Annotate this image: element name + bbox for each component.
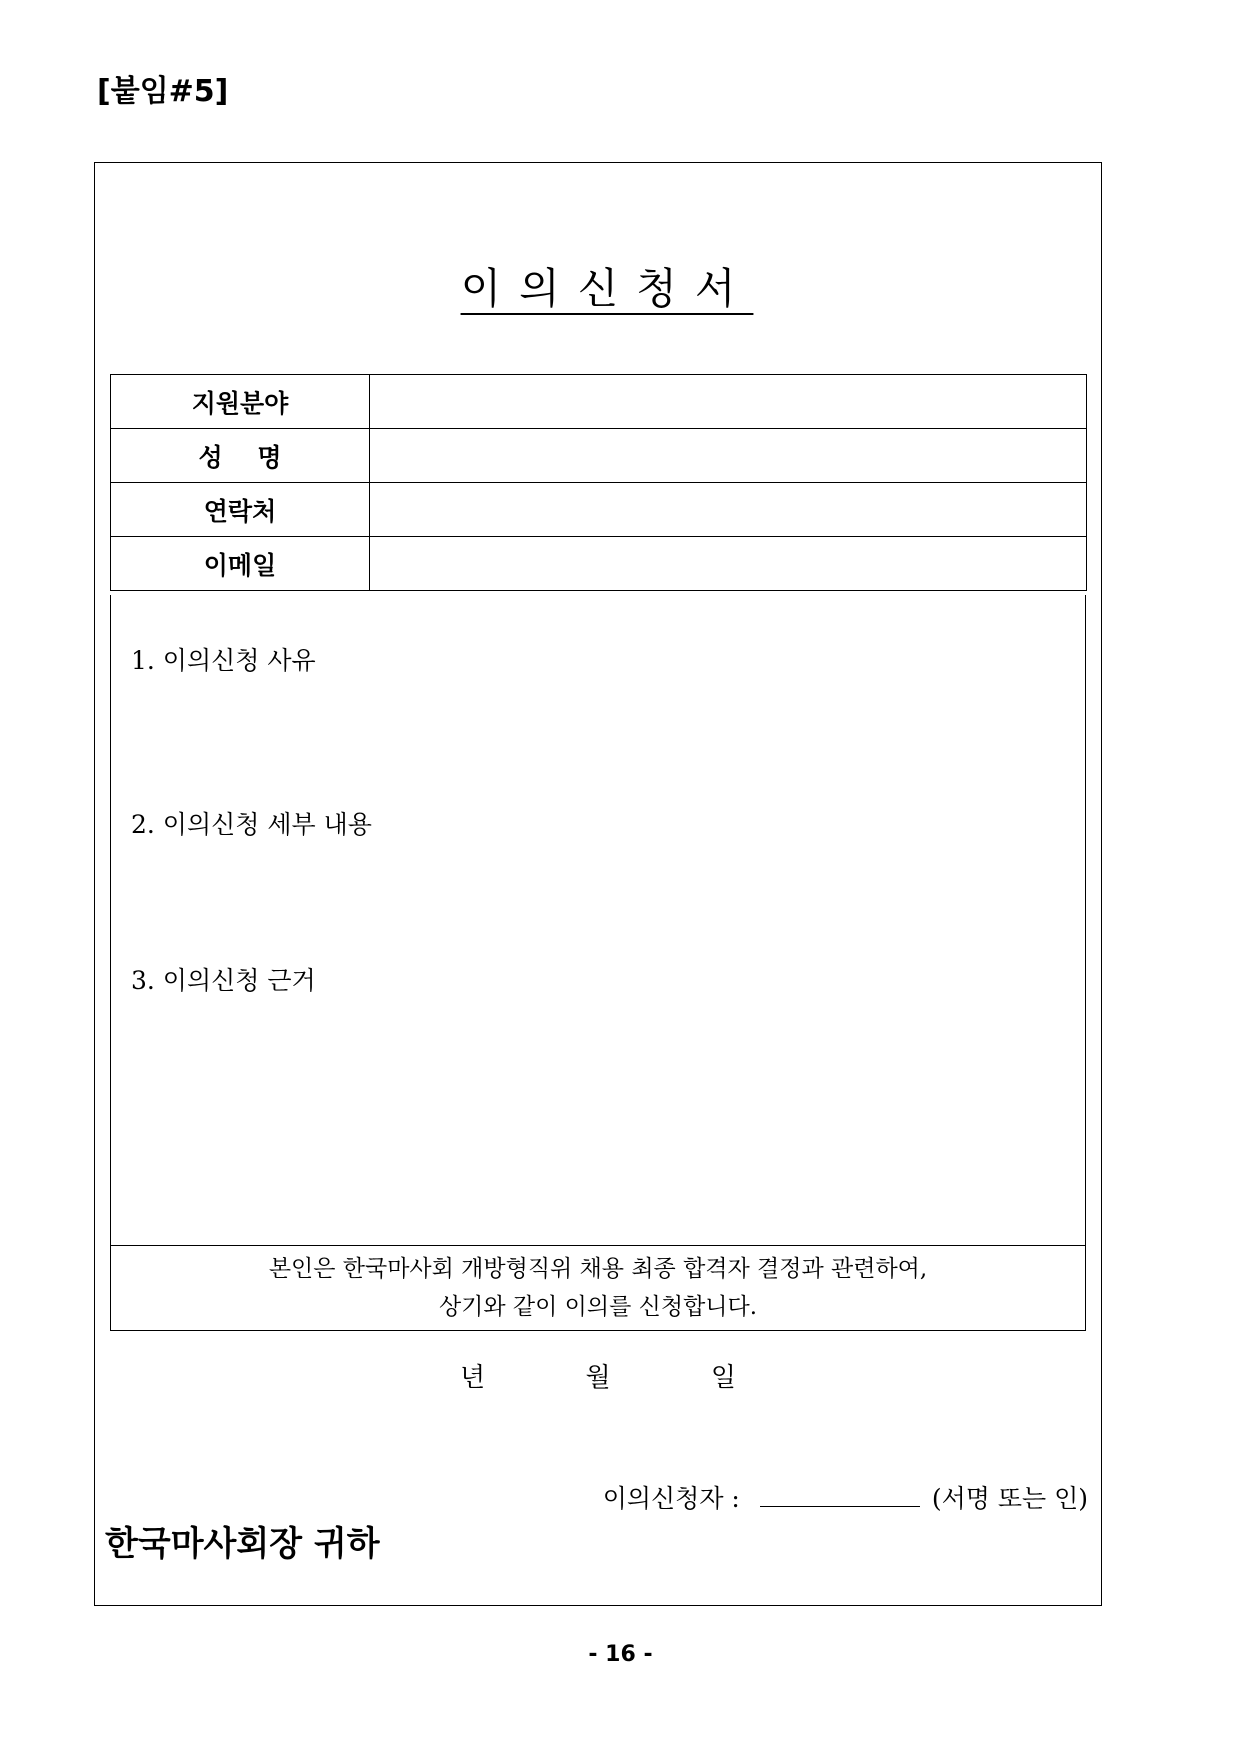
section-heading-grounds: 3. 이의신청 근거: [131, 966, 316, 995]
section-heading-reason: 1. 이의신청 사유: [131, 646, 316, 675]
attachment-label: [붙임#5]: [97, 74, 229, 109]
section-heading-details: 2. 이의신청 세부 내용: [131, 810, 372, 839]
field-value-application-area[interactable]: [370, 375, 1087, 429]
applicant-info-table: [110, 374, 1087, 591]
date-month: 월: [585, 1363, 611, 1393]
form-title: [95, 261, 1101, 317]
field-value-contact[interactable]: [370, 483, 1087, 537]
table-row: [111, 537, 1087, 591]
addressee: 한국마사회장 귀하: [105, 1524, 380, 1564]
field-value-email[interactable]: [370, 537, 1087, 591]
date-line: [95, 1361, 1101, 1395]
declaration-line-1: 본인은 한국마사회 개방형직위 채용 최종 합격자 결정과 관련하여,: [268, 1256, 928, 1282]
declaration-statement: [110, 1245, 1086, 1331]
signature-blank[interactable]: [760, 1482, 920, 1507]
signature-label: 이의신청자 :: [602, 1484, 740, 1513]
form-title-text: 이의신청서: [460, 264, 754, 313]
field-label-contact: 연락처: [111, 483, 370, 537]
field-label-email: 이메일: [111, 537, 370, 591]
declaration-line-2: 상기와 같이 이의를 신청합니다.: [438, 1294, 758, 1320]
signature-suffix: (서명 또는 인): [931, 1484, 1088, 1513]
date-year: 년: [460, 1363, 486, 1393]
table-row: [111, 375, 1087, 429]
table-row: [111, 483, 1087, 537]
objection-form: [94, 162, 1102, 1606]
field-label-application-area: 지원분야: [111, 375, 370, 429]
date-day: 일: [710, 1363, 736, 1393]
objection-content-area[interactable]: [110, 595, 1086, 1245]
page-number: - 16 -: [588, 1642, 653, 1667]
field-label-name: 성 명: [111, 429, 370, 483]
table-row: [111, 429, 1087, 483]
field-value-name[interactable]: [370, 429, 1087, 483]
signature-line: [603, 1482, 1088, 1516]
